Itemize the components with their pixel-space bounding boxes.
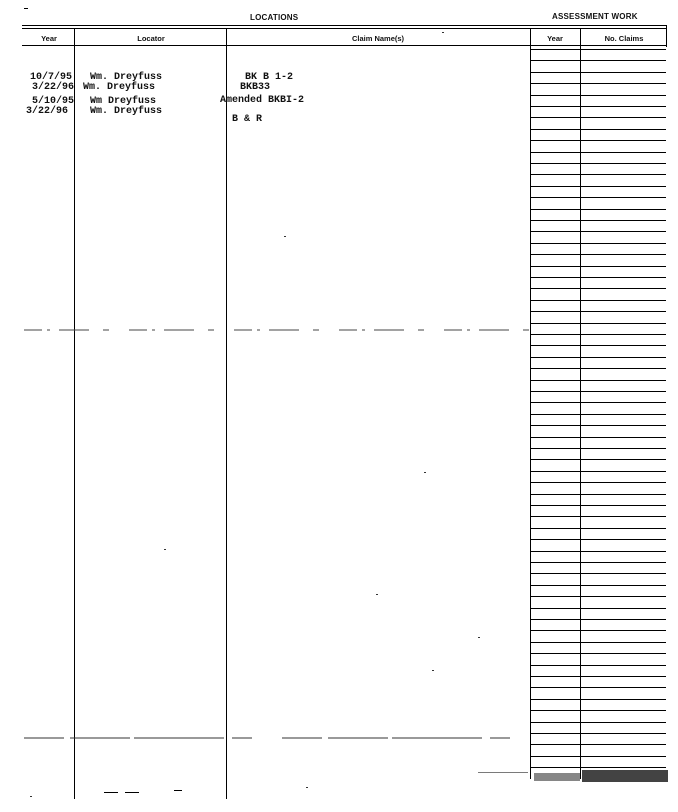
assessment-grid-rule [530,608,666,609]
entry-4-locator: Wm. Dreyfuss [90,106,163,117]
assessment-grid-rule [530,288,666,289]
assessment-grid-rule [530,334,666,335]
speck [376,594,378,595]
entry-2-year: 3/22/96 [32,82,75,93]
assessment-grid-rule [530,83,666,84]
assessment-grid-rule [530,676,666,677]
entry-4-claim: B & R [232,114,263,125]
entry-1-locator: Wm. Dreyfuss [90,72,163,83]
assessment-grid-rule [530,140,666,141]
entry-3-year: 5/10/95 [32,96,75,107]
locations-title: LOCATIONS [250,13,299,22]
assessment-grid-rule [530,277,666,278]
divider-aw-year-claims [580,29,581,779]
assessment-grid-rule [530,437,666,438]
assessment-grid-rule [530,72,666,73]
assessment-grid-rule [530,744,666,745]
assessment-grid-rule [530,254,666,255]
col-header-claim-names: Claim Name(s) [351,34,405,43]
assessment-grid-rule [530,665,666,666]
assessment-grid-rule [530,60,666,61]
assessment-grid-rule [530,209,666,210]
divider-year-locator [74,29,75,799]
assessment-grid-rule [530,596,666,597]
assessment-grid-rule [530,117,666,118]
assessment-grid-rule [530,300,666,301]
assessment-grid-rule [530,425,666,426]
speck [424,472,426,473]
assessment-grid-rule [530,152,666,153]
assessment-grid-rule [530,494,666,495]
assessment-grid-rule [530,619,666,620]
header-bottom-rule [22,45,666,46]
speck [478,637,480,638]
entry-2-locator: Wm. Dreyfuss [83,82,156,93]
assessment-grid-rule [530,722,666,723]
assessment-grid-rule [530,197,666,198]
assessment-grid-rule [530,368,666,369]
bottom-dash [104,792,118,793]
assessment-grid-rule [530,391,666,392]
bottom-dash [125,792,139,793]
assessment-grid-rule [530,710,666,711]
col-header-aw-claims: No. Claims [604,34,644,43]
header-top-rule-2 [22,28,666,29]
right-border [666,25,667,47]
assessment-grid-rule [530,311,666,312]
assessment-grid-rule [530,539,666,540]
assessment-grid-rule [530,323,666,324]
smudge-streak [478,772,528,773]
entry-3-locator: Wm Dreyfuss [90,96,157,107]
assessment-grid-rule [530,733,666,734]
header-top-rule [22,25,666,26]
divider-claim-aw [530,29,531,779]
assessment-grid-rule [530,767,666,768]
speck [284,236,286,237]
assessment-grid-rule [530,482,666,483]
assessment-grid-rule [530,516,666,517]
entry-1-claim: BK B 1-2 [245,72,294,83]
speck [30,796,32,797]
speck [442,32,444,33]
assessment-grid-rule [530,630,666,631]
assessment-grid-rule [530,573,666,574]
assessment-grid-rule [530,174,666,175]
assessment-work-title: ASSESSMENT WORK [552,12,638,21]
assessment-grid-rule [530,551,666,552]
speck [432,670,434,671]
assessment-grid-rule [530,357,666,358]
bottom-dash [174,790,182,791]
assessment-grid-rule [530,106,666,107]
assessment-grid-rule [530,231,666,232]
col-header-year: Year [41,34,57,43]
assessment-grid-rule [530,585,666,586]
assessment-grid-rule [530,414,666,415]
assessment-grid-rule [530,380,666,381]
assessment-grid-rule [530,345,666,346]
assessment-grid-rule [530,756,666,757]
assessment-grid-rule [530,402,666,403]
col-header-locator: Locator [137,34,165,43]
assessment-grid-rule [530,448,666,449]
assessment-grid-rule [530,642,666,643]
speck [306,787,308,788]
assessment-grid-rule [530,49,666,50]
assessment-grid-rule [530,687,666,688]
assessment-grid-rule [530,266,666,267]
speck [164,549,166,550]
entry-2-claim: BKB33 [240,82,271,93]
entry-3-claim: Amended BKBI-2 [220,95,305,106]
entry-4-year: 3/22/96 [26,106,69,117]
entry-1-year: 10/7/95 [30,72,73,83]
assessment-grid-rule [530,186,666,187]
assessment-grid-rule [530,528,666,529]
smudge-bottom-mid [534,773,580,781]
assessment-grid-rule [530,562,666,563]
corner-mark [24,8,28,9]
assessment-grid-rule [530,699,666,700]
assessment-grid-rule [530,129,666,130]
divider-locator-claim [226,29,227,799]
assessment-grid-rule [530,220,666,221]
assessment-grid-rule [530,653,666,654]
smudge-bottom-right [582,770,668,782]
assessment-grid-rule [530,505,666,506]
assessment-grid-rule [530,471,666,472]
assessment-grid-rule [530,95,666,96]
col-header-aw-year: Year [547,34,563,43]
assessment-grid-rule [530,243,666,244]
assessment-grid-rule [530,459,666,460]
assessment-grid-rule [530,163,666,164]
